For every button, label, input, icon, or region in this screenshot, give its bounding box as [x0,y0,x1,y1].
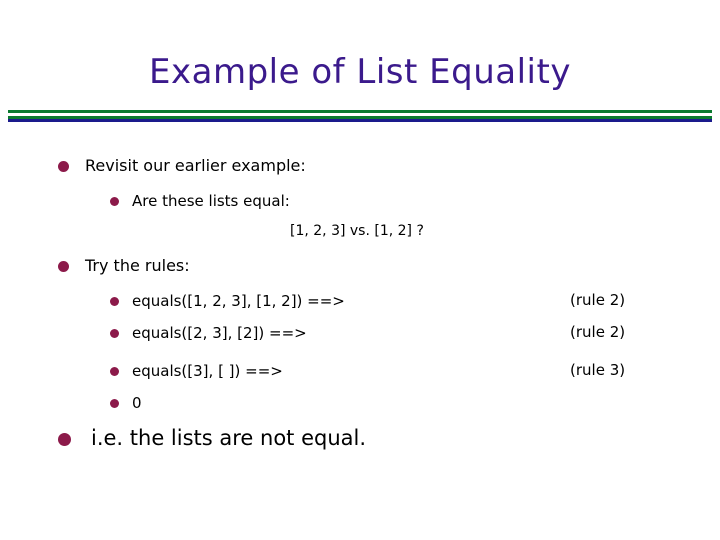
rule-step-2 [0,323,720,343]
rule-step-3 [0,361,720,381]
rule-annotation: (rule 2) [570,291,626,309]
bullet-icon [58,261,69,272]
conclusion-text: i.e. the lists are not equal. [91,426,367,450]
bullet-icon [110,399,119,408]
list-item [58,255,720,277]
bullet-icon [110,297,119,306]
bullet-text: Are these lists equal: [132,192,290,210]
page-title: Example of List Equality [149,52,571,92]
bullet-icon [58,161,69,172]
bullet-text: Revisit our earlier example: [85,156,306,175]
bullet-icon [110,329,119,338]
bullet-text: equals([1, 2, 3], [1, 2]) ==> [132,292,345,310]
bullet-icon [110,197,119,206]
bullet-text: Try the rules: [85,256,190,275]
conclusion-item [58,425,720,451]
rule-annotation: (rule 2) [570,323,626,341]
rule-annotation: (rule 3) [570,361,626,379]
list-item [110,191,720,211]
bullet-icon [58,433,71,446]
bullet-text: equals([3], [ ]) ==> [132,362,283,380]
list-item [110,393,720,413]
list-comparison-text: [1, 2, 3] vs. [1, 2] ? [290,223,424,239]
bullet-text: equals([2, 3], [2]) ==> [132,324,307,342]
bullet-text: 0 [132,394,142,412]
title-divider [8,110,712,122]
rule-step-1 [0,291,720,311]
list-item [58,155,720,177]
slide-body [0,155,720,451]
bullet-icon [110,367,119,376]
divider-navy-line [8,119,712,122]
